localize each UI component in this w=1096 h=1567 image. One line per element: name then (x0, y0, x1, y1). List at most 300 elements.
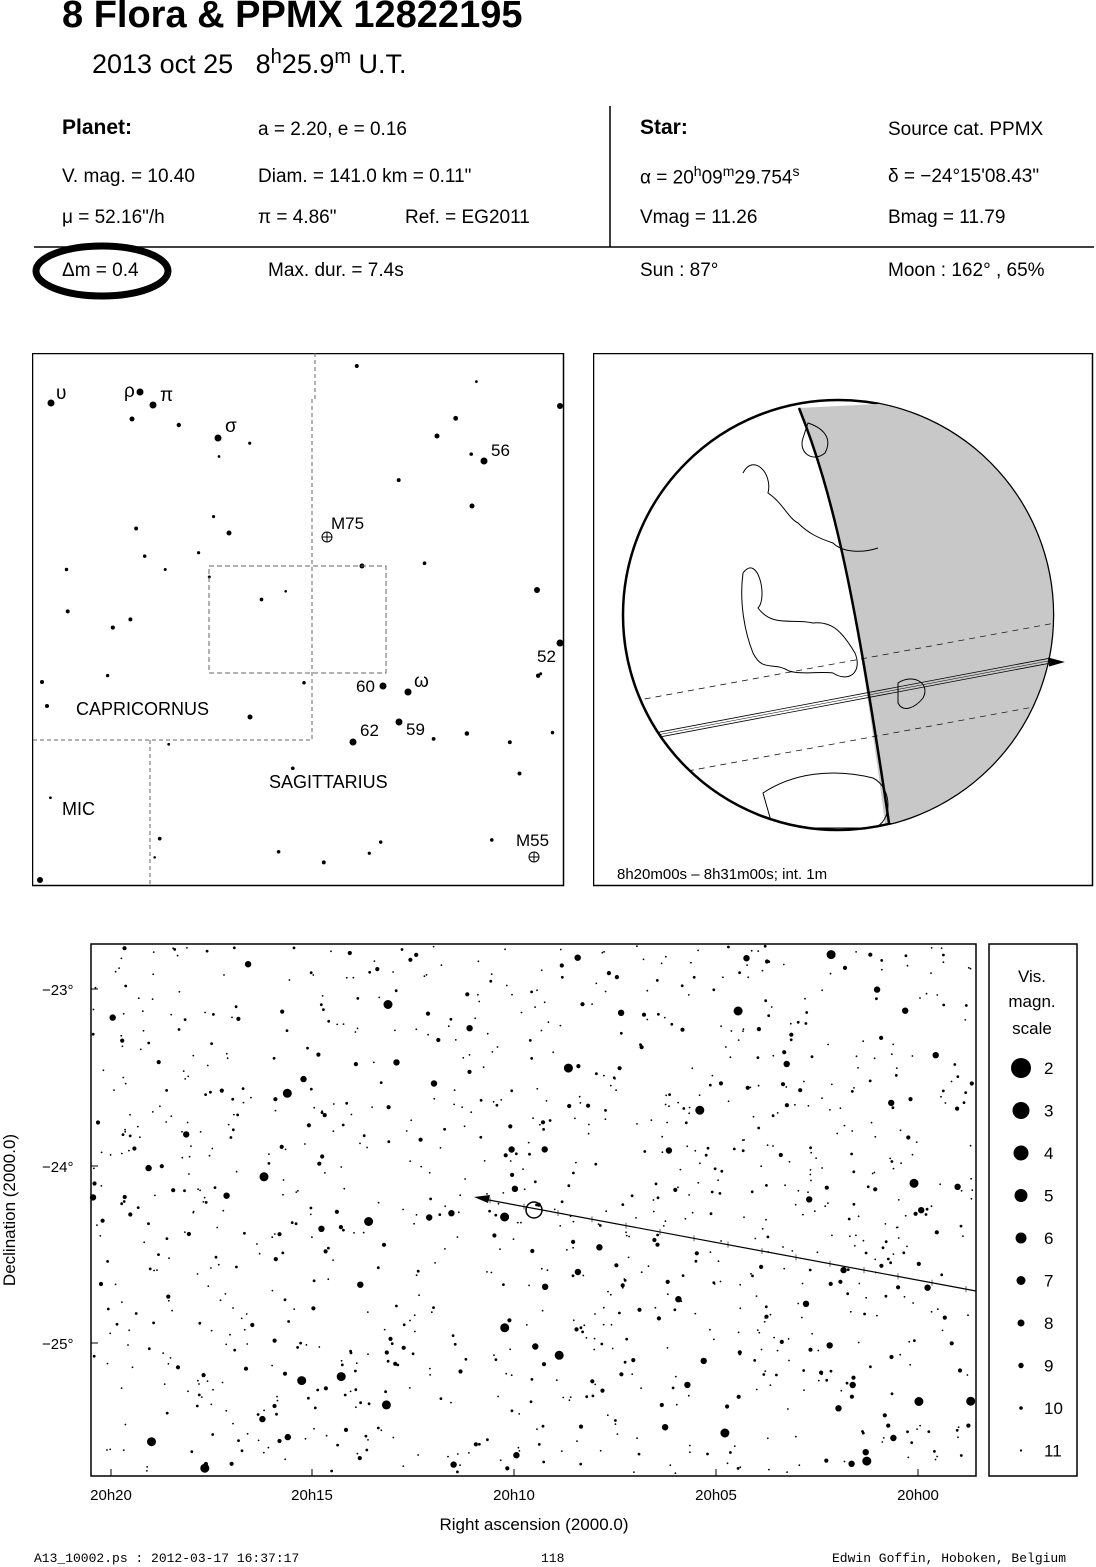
field-star (241, 1449, 244, 1452)
field-star (190, 1450, 193, 1453)
field-star (345, 1102, 348, 1105)
field-star (631, 1194, 634, 1197)
field-star (802, 1369, 805, 1372)
field-star (416, 1214, 418, 1216)
finder-star (130, 417, 135, 422)
field-star (743, 1216, 745, 1218)
field-star (204, 1012, 206, 1014)
field-star (357, 1453, 359, 1455)
field-star (467, 1070, 471, 1074)
field-star (785, 1086, 787, 1088)
field-star (706, 1453, 709, 1456)
field-star (198, 1322, 201, 1325)
field-star (854, 1245, 856, 1247)
label-60: 60 (356, 677, 375, 696)
field-star (851, 1376, 855, 1380)
field-star (941, 947, 943, 949)
field-star (573, 1221, 575, 1223)
field-star (667, 1347, 669, 1349)
legend-title-line3: scale (1012, 1019, 1052, 1038)
field-star (907, 965, 909, 967)
field-star (615, 1423, 617, 1425)
field-star (586, 1104, 590, 1108)
y-axis (42, 982, 98, 1353)
finder-star (227, 531, 232, 536)
field-star (509, 1348, 511, 1350)
field-star (466, 1025, 472, 1031)
field-star (275, 1413, 278, 1416)
field-star (459, 1194, 461, 1196)
field-star (121, 1387, 123, 1389)
field-star (798, 1088, 802, 1092)
field-star (850, 1382, 856, 1388)
finder-star (284, 590, 287, 593)
field-star (618, 1312, 621, 1315)
field-star (957, 1436, 959, 1438)
field-star (767, 1437, 769, 1439)
field-star (605, 991, 607, 993)
field-star (120, 1035, 122, 1037)
field-star (951, 1081, 953, 1083)
field-star (967, 1374, 969, 1376)
field-star (244, 1367, 248, 1371)
field-star (693, 976, 696, 979)
legend-magnitude-label: 7 (1044, 1271, 1054, 1291)
planet-orbit: a = 2.20, e = 0.16 (258, 119, 407, 140)
field-star (914, 1212, 918, 1216)
field-star (275, 1110, 277, 1112)
field-star (333, 1103, 335, 1105)
field-star (668, 1093, 671, 1096)
field-star (821, 1167, 823, 1169)
label-pi: π (160, 385, 174, 406)
field-star (861, 1430, 864, 1433)
field-star (559, 1225, 561, 1227)
field-star (737, 1467, 740, 1470)
field-star (805, 1011, 808, 1014)
field-star (825, 1186, 829, 1190)
field-star (140, 1049, 142, 1051)
field-star (440, 1147, 442, 1149)
field-star (153, 1270, 155, 1272)
field-star (751, 1190, 754, 1193)
field-star (697, 1182, 699, 1184)
field-star (304, 1143, 306, 1145)
field-star (494, 1214, 497, 1217)
field-star (575, 1269, 581, 1275)
field-star (595, 983, 597, 985)
field-star (457, 1236, 459, 1238)
moon-elongation: Moon : 162° , 65% (888, 260, 1045, 281)
field-star (478, 960, 480, 962)
field-star (228, 1124, 230, 1126)
field-star (355, 1406, 357, 1408)
label-m75: M75 (331, 514, 365, 533)
field-star (344, 1428, 348, 1432)
ytick-23: −23° (42, 982, 74, 999)
field-star (176, 1365, 180, 1369)
planet-parallax: π = 4.86" (258, 207, 337, 228)
field-star (919, 1425, 921, 1427)
field-star (743, 1139, 745, 1141)
field-star (447, 1456, 449, 1458)
field-star (827, 1044, 829, 1046)
field-star (198, 1383, 200, 1385)
field-star (508, 1124, 512, 1128)
field-star (817, 1251, 819, 1253)
field-star (124, 1131, 126, 1133)
field-star (429, 1172, 431, 1174)
field-star (380, 1429, 382, 1431)
field-star (912, 1154, 914, 1156)
field-star (524, 1188, 526, 1190)
field-star (626, 1235, 628, 1237)
field-star (273, 1057, 276, 1060)
field-star (306, 1047, 309, 1050)
field-star (710, 1251, 712, 1253)
field-star (343, 1023, 345, 1025)
field-star (282, 1194, 284, 1196)
field-star (147, 1042, 150, 1045)
field-star (831, 1235, 833, 1237)
field-star (662, 1424, 668, 1430)
field-star (438, 1213, 441, 1216)
field-star (480, 1099, 483, 1102)
field-star (316, 1389, 319, 1392)
field-star (432, 1306, 435, 1309)
field-star (356, 1362, 358, 1364)
field-star (742, 1030, 744, 1032)
field-star (190, 1145, 192, 1147)
field-star (765, 1219, 767, 1221)
field-star (497, 1396, 499, 1398)
field-star (552, 1051, 554, 1053)
finder-star (40, 680, 44, 684)
field-star (152, 1111, 154, 1113)
field-star (722, 976, 724, 978)
field-star (203, 1201, 205, 1203)
field-star (327, 1278, 329, 1280)
field-star (232, 1307, 234, 1309)
finder-star (355, 364, 359, 368)
field-star (758, 1332, 760, 1334)
finder-star (48, 400, 55, 407)
field-star (689, 1445, 691, 1447)
field-star (143, 1030, 145, 1032)
finder-star (134, 527, 138, 531)
field-star (197, 1380, 199, 1382)
field-star (431, 1080, 437, 1086)
field-star (201, 1396, 203, 1398)
field-star (746, 1086, 750, 1090)
legend-dot (1019, 1406, 1023, 1410)
field-star (183, 1131, 189, 1137)
field-star (594, 1313, 596, 1315)
field-star (455, 1039, 457, 1041)
field-star (917, 1262, 921, 1266)
field-star (935, 1230, 939, 1234)
finder-star (291, 766, 295, 770)
finder-star (164, 568, 167, 571)
field-star (636, 1123, 638, 1125)
field-star (139, 1136, 141, 1138)
field-star (963, 1101, 966, 1104)
field-star (273, 1097, 277, 1101)
field-star (128, 1150, 130, 1152)
field-star (863, 1449, 869, 1455)
field-star (789, 1033, 793, 1037)
field-star (677, 1102, 679, 1104)
field-star (564, 1064, 573, 1073)
field-star (159, 1105, 161, 1107)
finder-star (45, 704, 49, 708)
field-star (226, 1053, 228, 1055)
field-star (953, 1063, 956, 1066)
field-star (123, 1013, 125, 1015)
field-star (906, 1135, 910, 1139)
field-star (121, 1153, 123, 1155)
field-star (896, 1227, 898, 1229)
field-star (619, 1372, 623, 1376)
field-star (666, 1147, 672, 1153)
field-star (479, 1136, 482, 1139)
field-star (244, 1329, 246, 1331)
field-star (103, 1069, 105, 1071)
finder-star (260, 598, 264, 602)
field-star (232, 1423, 234, 1425)
field-star (93, 1355, 96, 1358)
field-star (170, 1014, 172, 1016)
field-star (387, 1140, 390, 1143)
field-star (631, 1358, 635, 1362)
field-star (539, 1124, 541, 1126)
field-star (846, 1382, 849, 1385)
field-star (858, 1283, 860, 1285)
field-star (268, 1447, 270, 1449)
field-star (665, 1104, 667, 1106)
field-star (566, 1249, 568, 1251)
field-star (719, 1081, 723, 1085)
field-star (541, 1030, 543, 1032)
field-star (402, 1465, 404, 1467)
field-star (168, 1257, 170, 1259)
finder-star (49, 796, 52, 799)
field-star (902, 1251, 905, 1254)
field-star (542, 1284, 548, 1290)
field-star (788, 1338, 790, 1340)
legend-dot (1014, 1146, 1029, 1161)
field-star (500, 1459, 502, 1461)
field-star (764, 999, 767, 1002)
field-star (764, 1315, 768, 1319)
field-star (197, 1273, 199, 1275)
field-star (767, 960, 770, 963)
field-star (530, 1057, 533, 1060)
finder-star (396, 719, 403, 726)
field-star (189, 1156, 191, 1158)
field-star (731, 1030, 733, 1032)
field-star (602, 952, 604, 954)
field-star (768, 1469, 770, 1471)
field-star (510, 1160, 512, 1162)
field-star (667, 1293, 669, 1295)
field-star (607, 1414, 609, 1416)
field-star (794, 1104, 796, 1106)
label-52: 52 (537, 647, 556, 666)
field-star (672, 1387, 675, 1390)
field-star (624, 1279, 627, 1282)
field-star (615, 975, 619, 979)
globe-time-caption: 8h20m00s – 8h31m00s; int. 1m (617, 866, 828, 883)
star-right-ascension: $\alpha = 20^h09^m29.754^s$ (640, 163, 800, 189)
field-star (392, 1437, 394, 1439)
field-star (225, 1410, 227, 1412)
field-star (128, 1212, 132, 1216)
field-star (474, 1017, 476, 1019)
field-star (780, 1340, 784, 1344)
field-star (188, 1173, 190, 1175)
field-star (808, 1348, 812, 1352)
field-star (122, 946, 126, 950)
finder-star (302, 681, 306, 685)
field-star (653, 1199, 655, 1201)
field-star (761, 1349, 763, 1351)
field-star (493, 1101, 495, 1103)
field-star (310, 1207, 313, 1210)
field-star (307, 1123, 311, 1127)
field-star (187, 1390, 189, 1392)
field-star (92, 1033, 95, 1036)
field-star (958, 1368, 962, 1372)
field-star (840, 1390, 842, 1392)
field-star (641, 1271, 643, 1273)
field-star (184, 1018, 187, 1021)
field-star (181, 1131, 183, 1133)
field-star (295, 1222, 298, 1225)
field-star (691, 1067, 693, 1069)
field-star (121, 1301, 123, 1303)
field-star (926, 1208, 929, 1211)
field-star (675, 1376, 677, 1378)
field-star (657, 1196, 660, 1199)
field-star (233, 1349, 236, 1352)
field-star (940, 1096, 942, 1098)
field-star (613, 1076, 616, 1079)
field-star (424, 975, 426, 977)
field-star (368, 1402, 371, 1405)
finder-star (465, 731, 470, 736)
field-star (542, 1461, 545, 1464)
field-star (690, 962, 692, 964)
field-star (635, 1217, 637, 1219)
finder-star (423, 561, 427, 565)
footer-file: A13_10002.ps : 2012-03-17 16:37:17 (34, 1551, 300, 1566)
field-star (879, 1264, 883, 1268)
hour-unit: h (270, 46, 282, 68)
field-star (186, 947, 188, 949)
field-star (676, 1404, 678, 1406)
field-star (106, 1449, 108, 1451)
field-star (418, 1294, 420, 1296)
field-star (312, 974, 314, 976)
field-star (183, 1189, 186, 1192)
field-star (579, 1096, 581, 1098)
field-star (850, 1311, 852, 1313)
field-star (470, 1111, 472, 1113)
field-star (510, 1173, 514, 1177)
planet-reference: Ref. = EG2011 (405, 207, 530, 228)
field-star (357, 1282, 363, 1288)
field-star (739, 1353, 742, 1356)
field-star (274, 1257, 278, 1261)
field-star (236, 1017, 240, 1021)
field-star (542, 1425, 545, 1428)
field-star (648, 1265, 650, 1267)
field-star (711, 1191, 714, 1194)
finder-star (277, 850, 281, 854)
field-star (122, 1045, 124, 1047)
field-star (465, 992, 469, 996)
field-star (843, 966, 847, 970)
field-star (889, 1261, 892, 1264)
field-star (535, 1204, 538, 1207)
field-star (562, 1397, 564, 1399)
field-star (902, 1008, 908, 1014)
field-star (655, 1307, 657, 1309)
field-star (259, 1416, 265, 1422)
field-star (765, 1305, 768, 1308)
xtick-20h15: 20h15 (291, 1487, 333, 1504)
field-star (945, 1102, 947, 1104)
field-star (628, 1236, 630, 1238)
field-star (474, 1442, 478, 1446)
field-star (779, 1153, 783, 1157)
field-star (283, 1089, 292, 1098)
field-star (243, 1232, 246, 1235)
field-star (876, 1315, 878, 1317)
field-star (129, 1114, 131, 1116)
field-star (222, 1210, 224, 1212)
field-star (382, 1400, 391, 1409)
field-star (892, 1044, 894, 1046)
field-star (287, 1320, 290, 1323)
field-star (739, 1466, 741, 1468)
field-star (862, 1457, 871, 1466)
field-star (235, 1266, 238, 1269)
field-star (600, 1343, 603, 1346)
field-star (210, 1404, 212, 1406)
field-star (664, 1017, 666, 1019)
field-star (943, 961, 945, 963)
field-star (802, 1214, 804, 1216)
field-star (742, 1149, 745, 1152)
field-star (764, 945, 767, 948)
field-star (367, 1311, 369, 1313)
legend-dot (1018, 1320, 1025, 1327)
finder-star (197, 551, 200, 554)
field-star (810, 1169, 812, 1171)
field-star (542, 1310, 544, 1312)
field-star (790, 1039, 792, 1041)
field-star (576, 1064, 580, 1068)
field-star (492, 1051, 494, 1053)
field-star (760, 1165, 762, 1167)
field-star (699, 1162, 701, 1164)
finder-star (37, 877, 43, 883)
field-star (887, 1258, 890, 1261)
field-star (681, 984, 684, 987)
field-star (962, 1235, 964, 1237)
